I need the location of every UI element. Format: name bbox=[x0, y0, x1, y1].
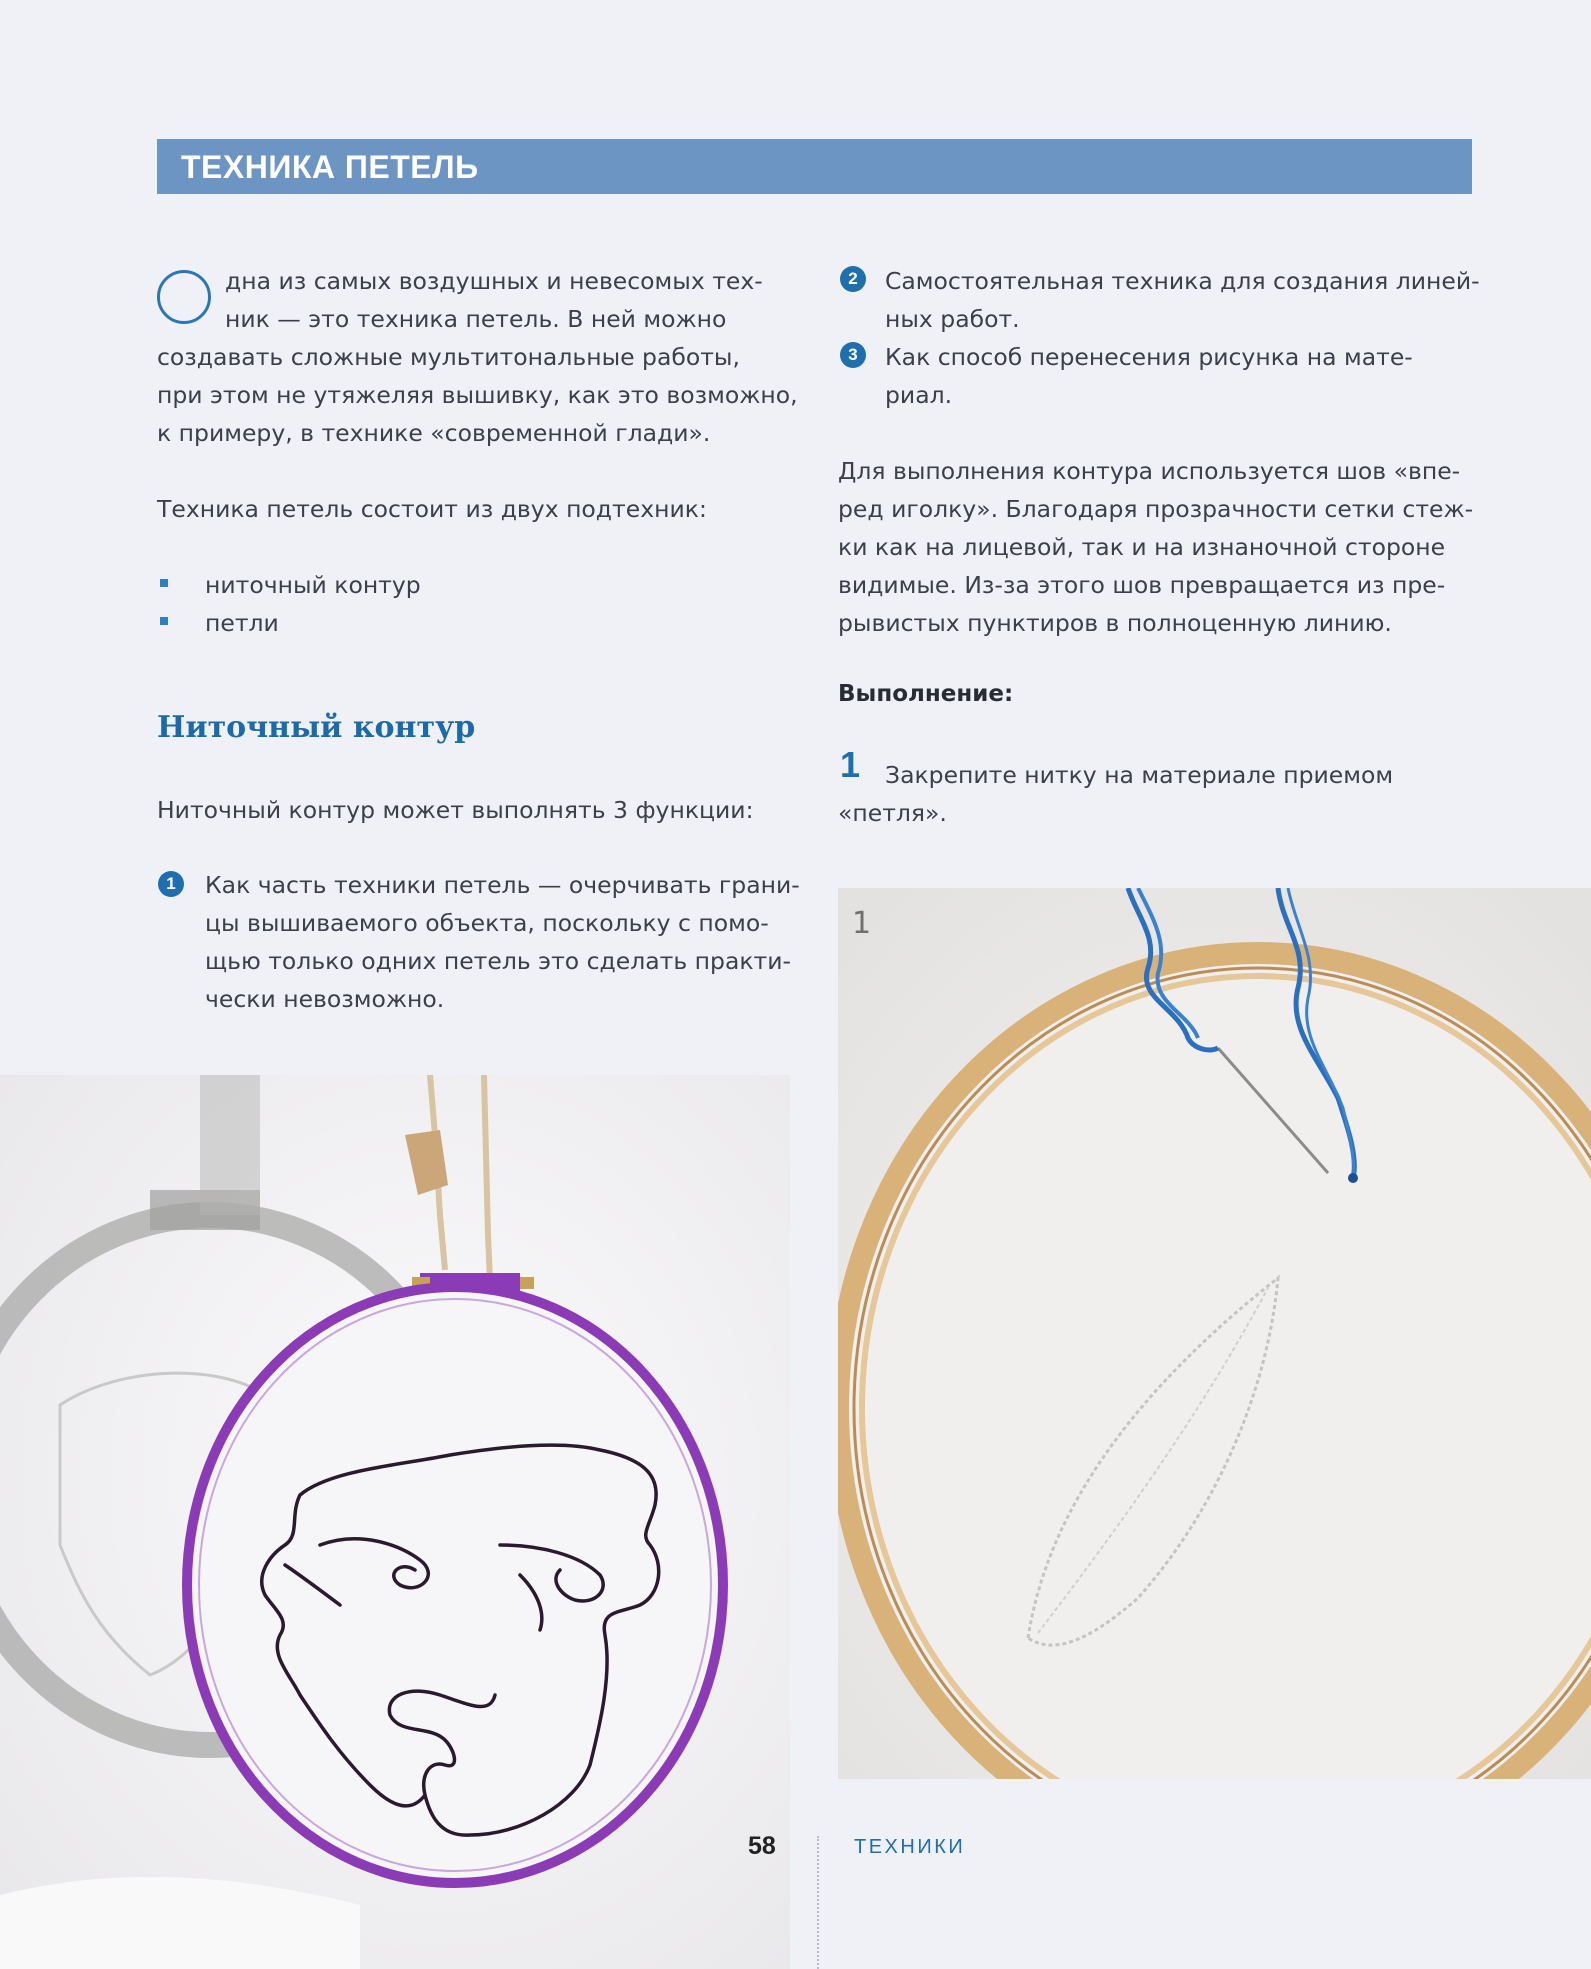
intro-line: ник — это техника петель. В ней можно bbox=[225, 305, 727, 333]
function-1-line: Как часть техники петель — очерчивать грани- bbox=[205, 871, 800, 899]
intro-line: дна из самых воздушных и невесомых тех- bbox=[225, 267, 763, 295]
intro-line: создавать сложные мультитональные работы, bbox=[157, 343, 740, 371]
subtechniques-intro: Техника петель состоит из двух подтехник: bbox=[157, 495, 707, 523]
intro-line: при этом не утяжеляя вышивку, как это возможно, bbox=[157, 381, 798, 409]
section-title: ТЕХНИКА ПЕТЕЛЬ bbox=[181, 149, 479, 185]
execution-heading: Выполнение: bbox=[838, 681, 1014, 707]
section-heading: Ниточный контур bbox=[157, 710, 476, 745]
function-1-line: щью только одних петель это сделать практи- bbox=[205, 947, 791, 975]
number-badge-3: 3 bbox=[840, 342, 866, 368]
drop-cap-o-icon bbox=[157, 270, 211, 324]
subtechnique-item: петли bbox=[205, 609, 279, 637]
photo-face-hoop bbox=[0, 1075, 790, 1969]
photo-wood-hoop-step-1 bbox=[838, 888, 1591, 1779]
intro-line: к примеру, в технике «современной глади». bbox=[157, 419, 711, 447]
functions-lead: Ниточный контур может выполнять 3 функции: bbox=[157, 796, 754, 824]
function-1-line: цы вышиваемого объекта, поскольку с помо- bbox=[205, 909, 769, 937]
step-number: 1 bbox=[840, 744, 861, 785]
function-2-line: ных работ. bbox=[885, 305, 1020, 333]
number-badge-2: 2 bbox=[840, 266, 866, 292]
footer-divider bbox=[817, 1836, 819, 1969]
bullet-square-icon bbox=[160, 579, 168, 587]
subtechnique-item: ниточный контур bbox=[205, 571, 421, 599]
bullet-square-icon bbox=[160, 617, 168, 625]
footer-section-label: ТЕХНИКИ bbox=[854, 1836, 966, 1858]
contour-line: рывистых пунктиров в полноценную линию. bbox=[838, 609, 1392, 637]
left-column bbox=[157, 262, 798, 452]
contour-line: Для выполнения контура используется шов «впе- bbox=[838, 457, 1461, 485]
contour-line: ки как на лицевой, так и на изнаночной стороне bbox=[838, 533, 1446, 561]
contour-line: ред иголку». Благодаря прозрачности сетки стеж- bbox=[838, 495, 1474, 523]
section-banner bbox=[157, 139, 1472, 194]
photo-step-label: 1 bbox=[852, 906, 872, 941]
intro-paragraph bbox=[157, 262, 798, 452]
page-number: 58 bbox=[748, 1832, 776, 1860]
function-1-line: чески невозможно. bbox=[205, 985, 445, 1013]
number-badge-1: 1 bbox=[158, 871, 184, 897]
function-2-line: Самостоятельная техника для создания линей- bbox=[885, 267, 1480, 295]
function-3-line: Как способ перенесения рисунка на мате- bbox=[885, 343, 1413, 371]
step-1-line: Закрепите нитку на материале приемом bbox=[885, 761, 1394, 789]
contour-line: видимые. Из-за этого шов превращается из пре- bbox=[838, 571, 1446, 599]
step-1-line: «петля». bbox=[838, 799, 947, 827]
function-3-line: риал. bbox=[885, 381, 953, 409]
